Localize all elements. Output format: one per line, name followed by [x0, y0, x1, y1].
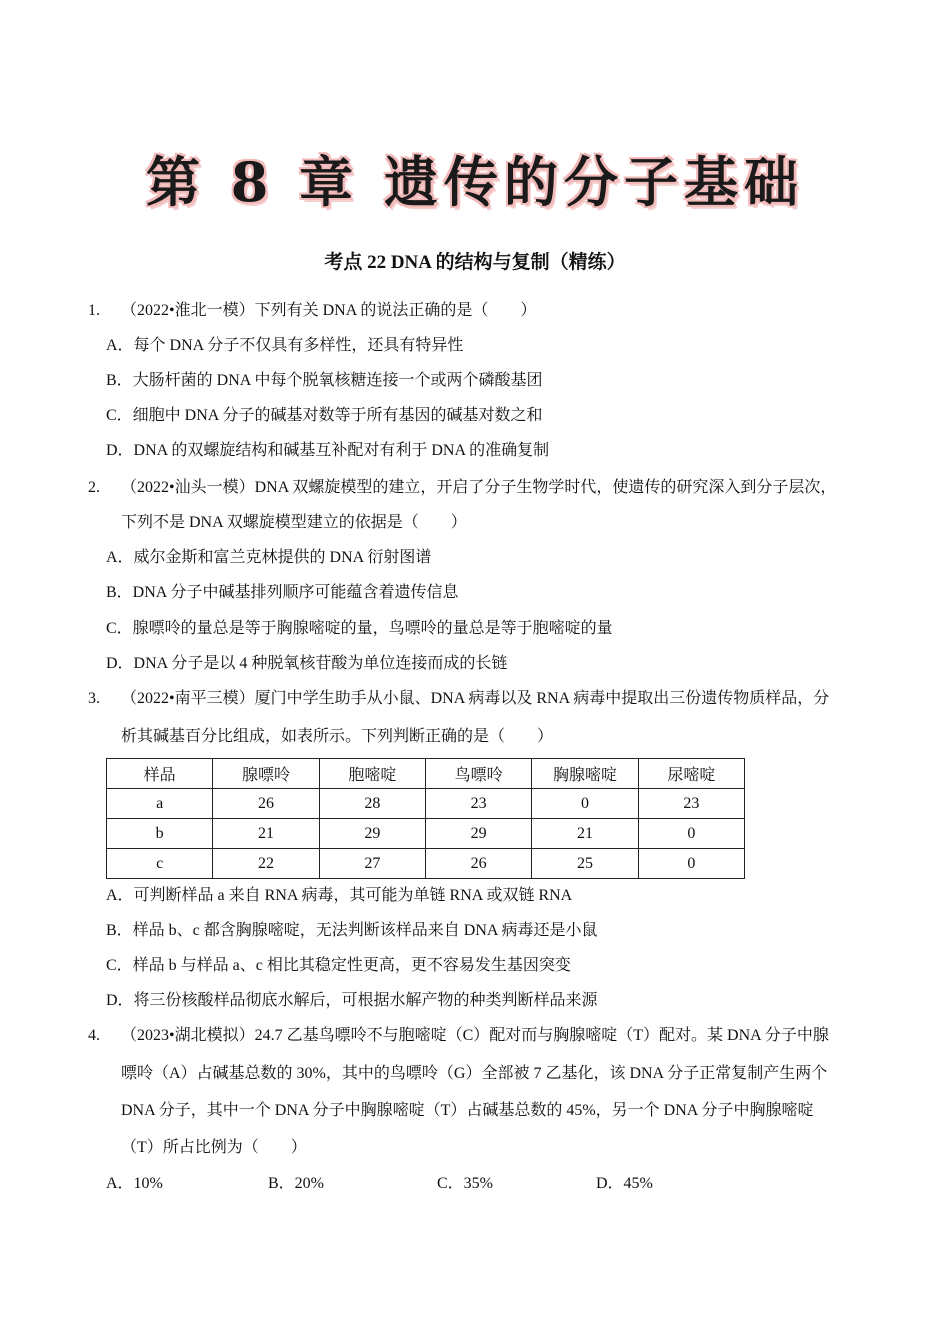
question-4-stem-line-2: 嘌呤（A）占碱基总数的 30%，其中的鸟嘌呤（G）全部被 7 乙基化，该 DNA 分子正常复制产生两个	[121, 1065, 828, 1082]
table-header-cell: 尿嘧啶	[638, 759, 744, 789]
table-cell: 29	[319, 819, 425, 849]
question-1-stem: （2022•淮北一模）下列有关 DNA 的说法正确的是（ ）	[121, 302, 537, 319]
question-4-stem-line-1: （2023•湖北模拟）24.7 乙基鸟嘌呤不与胞嘧啶（C）配对而与胸腺嘧啶（T）配对。某 DNA 分子中腺	[121, 1027, 829, 1044]
table-header-cell: 鸟嘌呤	[425, 759, 531, 789]
table-cell: 22	[213, 849, 319, 879]
question-3-option-d: D．将三份核酸样品彻底水解后，可根据水解产物的种类判断样品来源	[106, 992, 598, 1009]
question-2-number: 2.	[88, 479, 100, 496]
question-1-number: 1.	[88, 302, 100, 319]
table-cell: 26	[425, 849, 531, 879]
table-cell: 25	[532, 849, 638, 879]
table-row	[107, 819, 745, 849]
table-cell: 0	[638, 849, 744, 879]
table-cell: 27	[319, 849, 425, 879]
table-cell: b	[107, 819, 213, 849]
question-3-stem-line-2: 析其碱基百分比组成，如表所示。下列判断正确的是（ ）	[121, 728, 554, 745]
table-header-cell: 胸腺嘧啶	[532, 759, 638, 789]
question-3-number: 3.	[88, 690, 100, 707]
question-1-option-a: A．每个 DNA 分子不仅具有多样性，还具有特异性	[106, 337, 464, 354]
table-header-cell: 胞嘧啶	[319, 759, 425, 789]
section-subtitle: 考点 22 DNA 的结构与复制（精练）	[324, 252, 626, 273]
question-2-option-b: B．DNA 分子中碱基排列顺序可能蕴含着遗传信息	[106, 584, 459, 601]
question-2-option-c: C．腺嘌呤的量总是等于胸腺嘧啶的量，鸟嘌呤的量总是等于胞嘧啶的量	[106, 620, 613, 637]
question-1-option-d: D．DNA 的双螺旋结构和碱基互补配对有利于 DNA 的准确复制	[106, 442, 550, 459]
table-cell: 21	[532, 819, 638, 849]
question-4-stem-line-3: DNA 分子，其中一个 DNA 分子中胸腺嘧啶（T）占碱基总数的 45%，另一个 DNA 分子中胸腺嘧啶	[121, 1102, 814, 1119]
table-cell: a	[107, 789, 213, 819]
table-cell: 29	[425, 819, 531, 849]
question-2-option-a: A．威尔金斯和富兰克林提供的 DNA 衍射图谱	[106, 549, 432, 566]
table-header-row	[107, 759, 745, 789]
question-3-option-c: C．样品 b 与样品 a、c 相比其稳定性更高，更不容易发生基因突变	[106, 957, 571, 974]
base-composition-table	[106, 758, 745, 879]
question-4-option-c: C．35%	[437, 1175, 494, 1192]
table-row	[107, 789, 745, 819]
table-cell: 0	[532, 789, 638, 819]
table-row	[107, 849, 745, 879]
question-4-option-d: D．45%	[596, 1175, 653, 1192]
question-3-option-a: A．可判断样品 a 来自 RNA 病毒，其可能为单链 RNA 或双链 RNA	[106, 887, 573, 904]
question-1-option-c: C．细胞中 DNA 分子的碱基对数等于所有基因的碱基对数之和	[106, 407, 543, 424]
table-cell: 28	[319, 789, 425, 819]
question-3-stem-line-1: （2022•南平三模）厦门中学生助手从小鼠、DNA 病毒以及 RNA 病毒中提取出三份遗传物质样品，分	[121, 690, 830, 707]
question-1-option-b: B．大肠杆菌的 DNA 中每个脱氧核糖连接一个或两个磷酸基团	[106, 372, 543, 389]
question-4-option-a: A．10%	[106, 1175, 163, 1192]
table-cell: 23	[425, 789, 531, 819]
table-header-cell: 样品	[107, 759, 213, 789]
question-4-number: 4.	[88, 1027, 100, 1044]
table-cell: c	[107, 849, 213, 879]
table-cell: 0	[638, 819, 744, 849]
question-4-stem-line-4: （T）所占比例为（ ）	[121, 1139, 307, 1156]
question-3-option-b: B．样品 b、c 都含胸腺嘧啶，无法判断该样品来自 DNA 病毒还是小鼠	[106, 922, 598, 939]
table-header-cell: 腺嘌呤	[213, 759, 319, 789]
question-2-stem-line-1: （2022•汕头一模）DNA 双螺旋模型的建立，开启了分子生物学时代，使遗传的研究深入到分子层次，	[121, 479, 837, 496]
chapter-title: 第 8 章 遗传的分子基础	[146, 150, 804, 214]
question-2-option-d: D．DNA 分子是以 4 种脱氧核苷酸为单位连接而成的长链	[106, 655, 508, 672]
table-cell: 23	[638, 789, 744, 819]
table-cell: 21	[213, 819, 319, 849]
table-cell: 26	[213, 789, 319, 819]
question-4-option-b: B．20%	[268, 1175, 325, 1192]
question-2-stem-line-2: 下列不是 DNA 双螺旋模型建立的依据是（ ）	[121, 514, 467, 531]
